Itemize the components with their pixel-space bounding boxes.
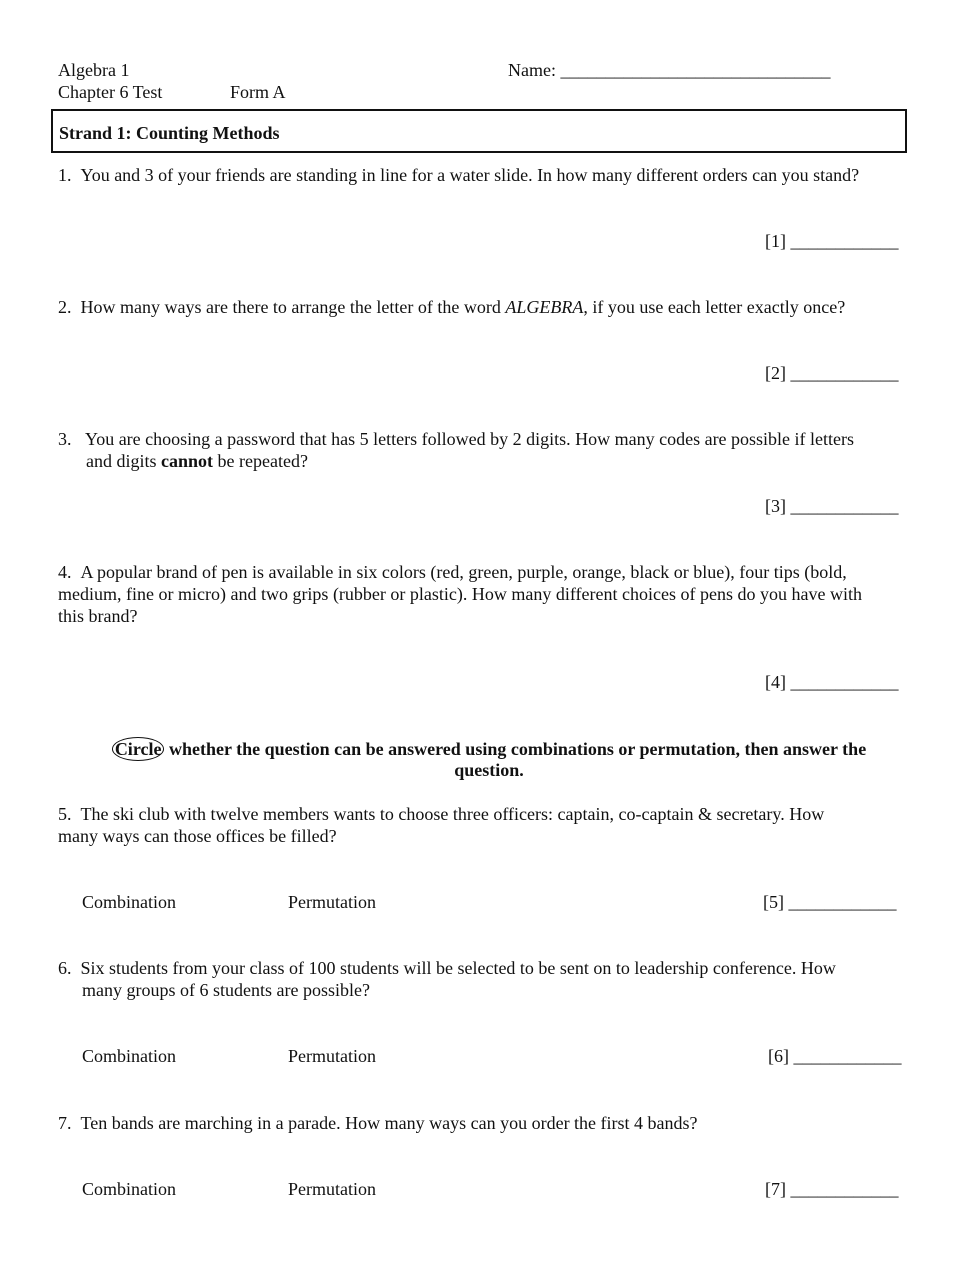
question-number: 6. [58,958,72,978]
strand-header-box [51,109,907,153]
test-title: Chapter 6 Test [58,82,163,102]
instruction-line-1 [58,737,920,761]
question-text-end: , if you use each letter exactly once? [583,297,846,317]
course-title: Algebra 1 [58,60,130,80]
question-number: 3. [58,429,72,449]
question-text: You are choosing a password that has 5 letters followed by 2 digits. How many codes are possible if letters [85,429,855,449]
question-number: 4. [58,562,72,582]
strand-title: Strand 1: Counting Methods [59,123,280,143]
question-text-end: be repeated? [213,451,308,471]
combination-option-6[interactable]: Combination [82,1046,176,1066]
question-7-line-1 [58,1112,698,1134]
question-number: 5. [58,804,72,824]
answer-blank-6[interactable]: [6] ____________ [768,1046,902,1066]
question-text: A popular brand of pen is available in six colors (red, green, purple, orange, black or blue), four tips (bold, [80,562,847,582]
answer-blank-2[interactable]: [2] ____________ [765,363,899,383]
question-3-line-2 [86,450,308,472]
question-5-line-1 [58,803,824,825]
form-label: Form A [230,82,286,102]
answer-blank-3[interactable]: [3] ____________ [765,496,899,516]
question-6-line-1 [58,957,836,979]
question-number: 7. [58,1113,72,1133]
question-text: and digits [86,451,161,471]
answer-blank-5[interactable]: [5] ____________ [763,892,897,912]
question-text: How many ways are there to arrange the letter of the word [80,297,506,317]
question-3-line-1 [58,428,854,450]
answer-blank-7[interactable]: [7] ____________ [765,1179,899,1199]
question-1 [58,164,859,186]
combination-option-7[interactable]: Combination [82,1179,176,1199]
question-text: The ski club with twelve members wants to choose three officers: captain, co-captain & secretary. How [80,804,825,824]
question-4-line-2: medium, fine or micro) and two grips (rubber or plastic). How many different choices of pens do you have with [58,584,862,604]
answer-blank-4[interactable]: [4] ____________ [765,672,899,692]
question-text: Ten bands are marching in a parade. How many ways can you order the first 4 bands? [80,1113,698,1133]
circle-word: Circle [112,737,165,761]
permutation-option-6[interactable]: Permutation [288,1046,376,1066]
combination-option-5[interactable]: Combination [82,892,176,912]
question-text: You and 3 of your friends are standing in line for a water slide. In how many different orders can you stand? [80,165,860,185]
question-text: Six students from your class of 100 students will be selected to be sent on to leadership conference. How [80,958,836,978]
question-number: 2. [58,297,72,317]
instruction-line-2: question. [454,760,524,780]
word-algebra: ALGEBRA [505,297,584,317]
answer-blank-1[interactable]: [1] ____________ [765,231,899,251]
question-number: 1. [58,165,72,185]
instruction-text: whether the question can be answered using combinations or permutation, then answer the [164,739,867,759]
question-5-line-2: many ways can those offices be filled? [58,826,337,846]
question-2 [58,296,845,318]
question-4-line-3: this brand? [58,606,138,626]
question-6-line-2: many groups of 6 students are possible? [82,980,370,1000]
permutation-option-7[interactable]: Permutation [288,1179,376,1199]
permutation-option-5[interactable]: Permutation [288,892,376,912]
name-field[interactable]: Name: ______________________________ [508,60,831,80]
word-cannot: cannot [161,451,214,471]
question-4-line-1 [58,561,847,583]
